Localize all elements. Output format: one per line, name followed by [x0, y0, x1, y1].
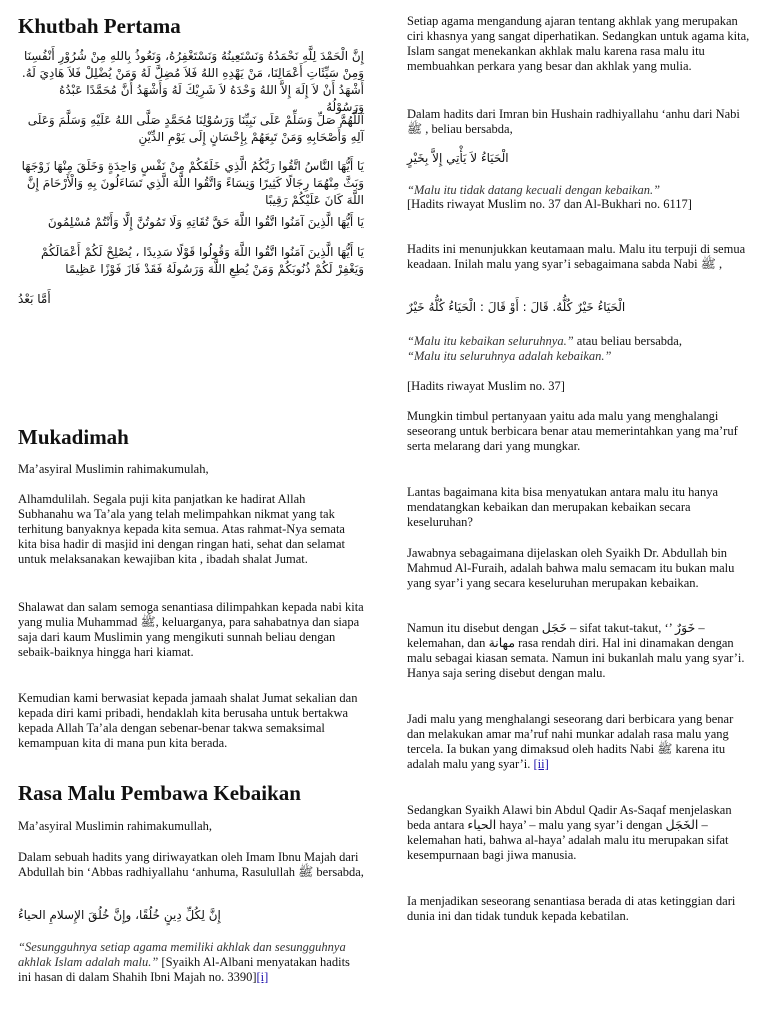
hadith-quote-connector: atau beliau bersabda, [573, 334, 682, 348]
arabic-verse-al-ahzab: يَا أَيُّهَا الَّذِينَ آمَنُوا اتَّقُوا اللَّهَ وَقُولُوا قَوْلًا سَدِيدًا ، يُصْلِحْ لَكُمْ أَعْمَالَكُمْ وَيَغْفِرْ لَكُمْ ذُنُوبَكُمْ وَمَنْ يُطِعِ اللَّهَ وَرَسُولَهُ فَقَدْ فَازَ فَوْزًا عَظِيمًا [41, 245, 364, 276]
arabic-opening: إِنَّ الْحَمْدَ لِلَّهِ نَحْمَدُهُ وَنَسْتَعِينُهُ وَنَسْتَغْفِرُهُ، وَنَعُوذُ بِاللهِ مِنْ شُرُوْرِ أَنْفُسِنَا وَمِنْ سَيِّئَاتِ أَعْمَالِنَا، مَنْ يَهْدِهِ اللهُ فَلاَ مُضِلَّ لَهُ وَمَنْ يُضْلِلْ فَلاَ هَادِيَ لَهُ. أَشْهَدُ أَنْ لاَ إِلَهَ إِلاَّ اللهُ وَحْدَهُ لاَ شَرِيْكَ لَهُ وَأَشْهَدُ أَنَّ مُحَمَّدًا عَبْدُهُ وَرَسُوْلُهُ [21, 49, 364, 114]
hadith-quote: “Sesungguhnya setiap agama memiliki akhlak dan sesungguhnya akhlak Islam adalah malu.” [18, 940, 346, 969]
hadith-quote-block [18, 940, 364, 985]
hadith-quote: “Malu itu seluruhnya adalah kebaikan.” [407, 349, 612, 363]
body-paragraph: Setiap agama mengandung ajaran tentang akhlak yang merupakan ciri khasnya yang sangat diperhatikan. Sedangkan untuk agama kita, Islam sangat menekankan akhlak malu karena rasa malu itu membuahkan perkara yang besar dan akhlak yang mulia. [407, 14, 750, 73]
body-paragraph: Lantas bagaimana kita bisa menyatukan antara malu itu hanya mendatangkan kebaikan dan merupakan kebaikan secara keseluruhan? [407, 485, 718, 529]
hadith-quote-block [407, 334, 752, 364]
mukadimah-paragraph: Kemudian kami berwasiat kepada jamaah shalat Jumat sekalian dan kepada diri kami pribadi, hendaklah kita berusaha untuk bertakwa kepada Allah Ta’ala dengan sebenar-benar takwa semaksimal kemampuan kita di mana pun kita berada. [18, 691, 358, 750]
body-paragraph: Ia menjadikan seseorang senantiasa berada di atas ketinggian dari dunia ini dan tidak tunduk kepada kebatilan. [407, 894, 736, 923]
arabic-hadith-akhlak: إِنَّ لِكُلِّ دِينٍ خُلُقًا، وإِنَّ خُلُقَ الإِسلامِ الحياءُ [18, 908, 221, 922]
hadith-source: [Syaikh Al-Albani menyatakan hadits ini hasan di dalam Shahih Ibni Majah no. 3390] [18, 955, 350, 984]
rasa-malu-paragraph: Dalam sebuah hadits yang diriwayatkan oleh Imam Ibnu Majah dari Abdullah bin ‘Abbas radhiyallahu ‘anhuma, Rasulullah ﷺ bersabda, [18, 850, 364, 879]
mukadimah-title: Mukadimah [18, 425, 129, 449]
arabic-verse-ali-imran: يَا أَيُّهَا الَّذِينَ آمَنُوا اتَّقُوا اللَّهَ حَقَّ تُقَاتِهِ وَلَا تَمُوتُنَّ إِلَّا وَأَنْتُمْ مُسْلِمُونَ [47, 215, 364, 229]
mukadimah-paragraph: Shalawat dan salam semoga senantiasa dilimpahkan kepada nabi kita yang mulia Muhammad ﷺ, keluarganya, para sahabatnya dan siapa saja dari kaum Muslimin yang mengikuti sunnah beliau dengan sebaik-baiknya hingga hari kiamat. [18, 600, 364, 659]
body-paragraph: Sedangkan Syaikh Alawi bin Abdul Qadir As-Saqaf menjelaskan beda antara الحياء haya’ – malu yang syar’i dengan الخَجَل – kelemahan hati, bahwa al-haya’ adalah malu itu merupakan sifat kesempurnaan bagi jiwa manusia. [407, 803, 732, 862]
body-text: Jadi malu yang menghalangi seseorang dari berbicara yang benar dan melakukan amar ma’ruf nahi munkar adalah rasa malu yang tercela. Ia bukan yang dimaksud oleh hadits Nabi ﷺ karena itu adalah malu yang syar’i. [407, 712, 734, 771]
rasa-malu-greeting: Ma’asyiral Muslimin rahimakumullah, [18, 819, 213, 833]
body-paragraph: Namun itu disebut dengan خَجَل – sifat takut-takut, ‘’ خَوَرٌ – kelemahan, dan مهانة rasa rendah diri. Hal ini dinamakan dengan malu sebagai kiasan semata. Namun ini bukanlah malu yang syar’i. Hanya saja sering disebut dengan malu. [407, 621, 745, 680]
hadith-source: [Hadits riwayat Muslim no. 37] [407, 379, 565, 393]
footnote-link-i[interactable]: [i] [256, 970, 269, 984]
body-paragraph: Hadits ini menunjukkan keutamaan malu. Malu itu terpuji di semua keadaan. Inilah malu yang syar’i sebagaimana sabda Nabi ﷺ , [407, 242, 746, 271]
arabic-shalawat: اَللَّهُمَّ صَلِّ وَسَلِّمْ عَلَى نَبِيِّنَا وَرَسُوْلِنَا مُحَمَّدٍ صَلَّى اللهُ عَلَيْهِ وَسَلَّمَ وَعَلَى آلِهِ وَأَصْحَابِهِ وَمَنْ تَبِعَهُمْ بِإِحْسَانٍ إِلَى يَوْمِ الدِّيْنِ [27, 113, 364, 144]
body-paragraph: Dalam hadits dari Imran bin Hushain radhiyallahu ‘anhu dari Nabi ﷺ , beliau bersabda, [407, 107, 740, 136]
hadith-source: [Hadits riwayat Muslim no. 37 dan Al-Bukhari no. 6117] [407, 197, 692, 211]
hadith-quote: “Malu itu kebaikan seluruhnya.” [407, 334, 574, 348]
rasa-malu-title: Rasa Malu Pembawa Kebaikan [18, 781, 301, 805]
mukadimah-greeting: Ma’asyiral Muslimin rahimakumulah, [18, 462, 209, 476]
arabic-hadith-khair: الْحَيَاءُ لاَ يَأْتِي إِلاَّ بِخَيْرٍ [407, 151, 509, 165]
body-paragraph: Jawabnya sebagaimana dijelaskan oleh Syaikh Dr. Abdullah bin Mahmud Al-Furaih, adalah bahwa malu semacam itu bukan malu yang syar’i yang secara keseluruhan merupakan kebaikan. [407, 546, 735, 590]
body-paragraph: Mungkin timbul pertanyaan yaitu ada malu yang menghalangi seseorang untuk berbicara benar atau memerintahkan yang ma’ruf serta melarang dari yang mungkar. [407, 409, 738, 453]
footnote-link-ii[interactable]: [ii] [533, 757, 549, 771]
hadith-quote: “Malu itu tidak datang kecuali dengan kebaikan.” [407, 183, 661, 197]
khutbah-title: Khutbah Pertama [18, 14, 181, 38]
arabic-amma-bakdu: أَمَّا بَعْدُ [18, 292, 51, 306]
arabic-hadith-kulluhu: الْحَيَاءُ خَيْرٌ كُلُّهُ. قَالَ : أَوْ قَالَ : الْحَيَاءُ كُلُّهُ خَيْرٌ [407, 300, 626, 314]
arabic-verse-an-nisa: يَا أَيُّهَا النَّاسُ اتَّقُوا رَبَّكُمُ الَّذِي خَلَقَكُمْ مِنْ نَفْسٍ وَاحِدَةٍ وَخَلَقَ مِنْهَا زَوْجَهَا وَبَثَّ مِنْهُمَا رِجَالًا كَثِيرًا وَنِسَاءً وَاتَّقُوا اللَّهَ الَّذِي تَسَاءَلُونَ بِهِ وَالْأَرْحَامَ إِنَّ اللَّهَ كَانَ عَلَيْكُمْ رَقِيبًا [21, 159, 364, 207]
mukadimah-paragraph: Alhamdulilah. Segala puji kita panjatkan ke hadirat Allah Subhanahu wa Ta’ala yang telah melimpahkan nikmat yang tak terhitung banyaknya kepada kita semua. Atas rahmat-Nya semata kita bisa hadir di masjid ini dengan ringan hati, sehat dan selamat untuk melaksanakan kewajiban kita , ibadah shalat Jumat. [18, 492, 345, 566]
body-paragraph [407, 712, 752, 772]
